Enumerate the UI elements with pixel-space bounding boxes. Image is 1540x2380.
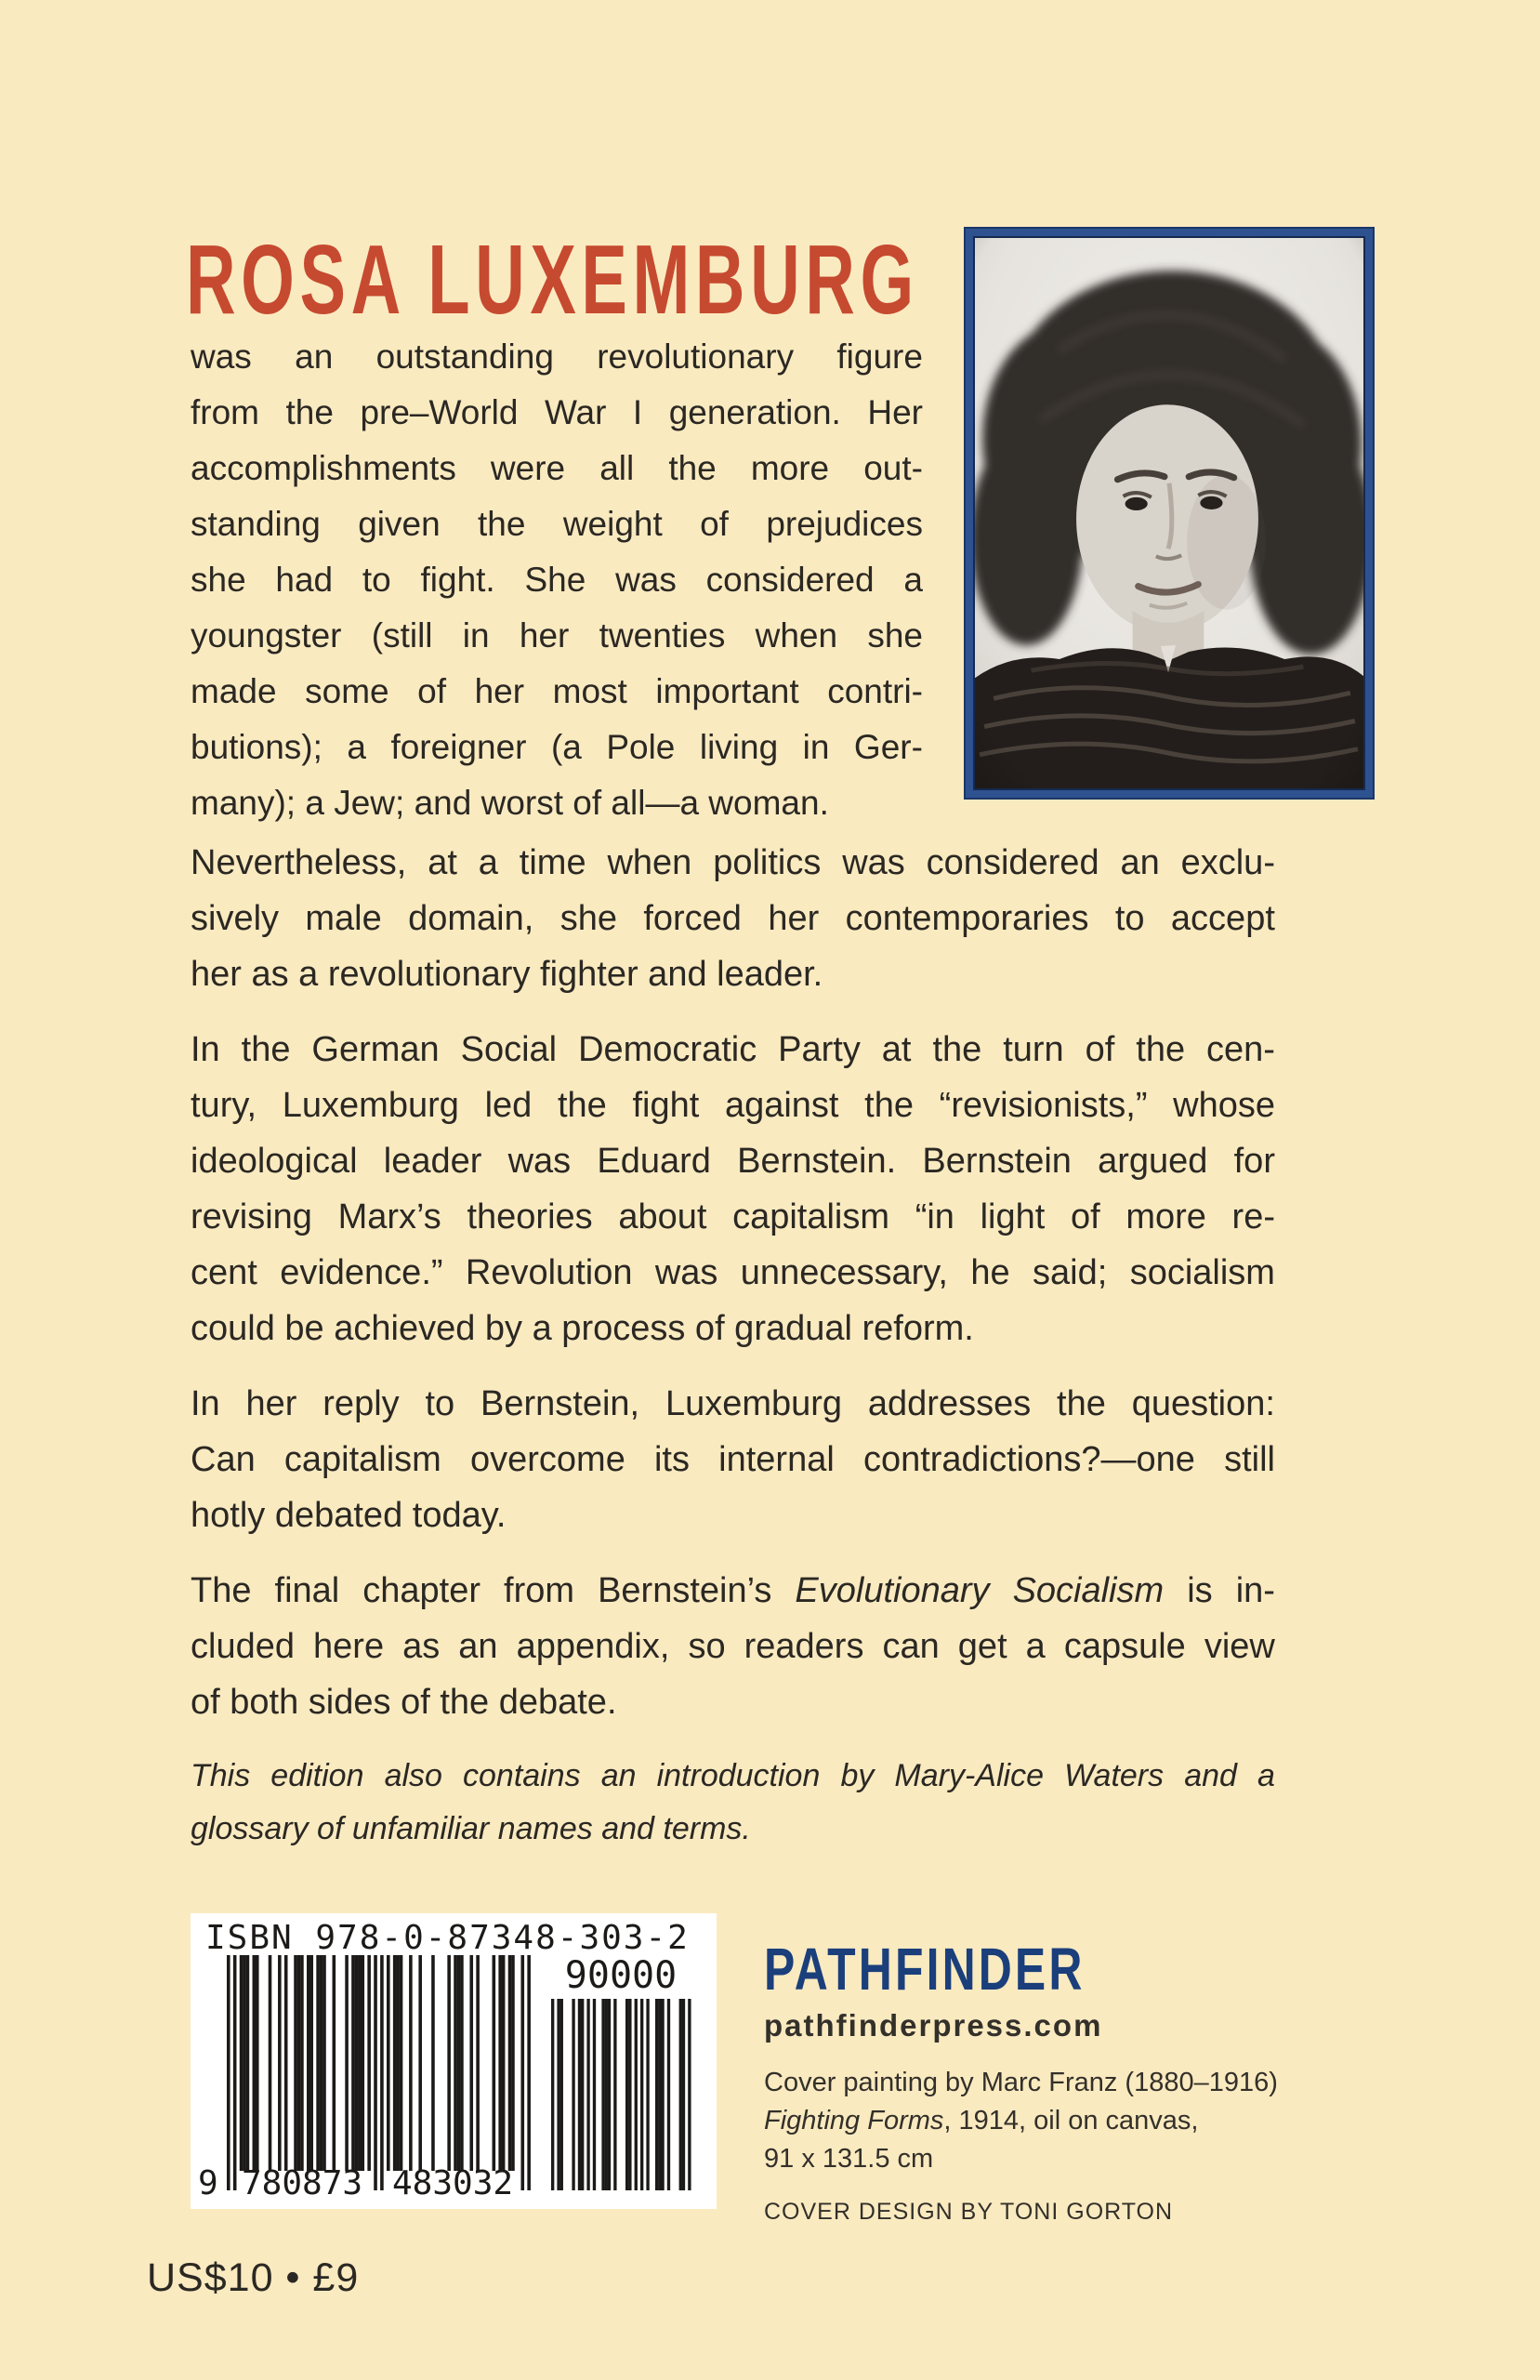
- barcode-panel: [191, 1913, 717, 2209]
- text-line: sively male domain, she forced her contemporaries to accept: [191, 899, 1275, 938]
- body-paragraph: [191, 1563, 1275, 1730]
- portrait-frame: [964, 227, 1375, 800]
- credit-line-painting: [764, 2102, 1278, 2140]
- text-line: accomplishments were all the more out-: [191, 449, 923, 487]
- text-line: In the German Social Democratic Party at the turn of the cen-: [191, 1030, 1275, 1069]
- photo-vignette: [975, 238, 1363, 788]
- publisher-logo-text: PATHFINDER: [764, 1936, 1086, 2003]
- text-line: many); a Jew; and worst of all—a woman.: [191, 784, 829, 822]
- text-line: was an outstanding revolutionary figure: [191, 337, 923, 376]
- barcode-digits-right: 483032: [392, 2164, 514, 2202]
- portrait-photo: [973, 236, 1365, 790]
- portrait-illustration: [975, 238, 1363, 788]
- text-line: This edition also contains an introduction by Mary-Alice Waters and a: [191, 1758, 1275, 1793]
- body-paragraph: [191, 835, 1275, 1002]
- text-line: of both sides of the debate.: [191, 1683, 617, 1722]
- text-line: she had to fight. She was considered a: [191, 561, 923, 599]
- text-line: cluded here as an appendix, so readers can get a capsule view: [191, 1627, 1275, 1666]
- isbn-label: ISBN 978-0-87348-303-2: [205, 1919, 690, 1957]
- text-line: standing given the weight of prejudices: [191, 505, 923, 543]
- intro-paragraph-container: [191, 329, 923, 851]
- credit-line-dimensions: 91 x 131.5 cm: [764, 2144, 934, 2174]
- barcode-digit-prefix: 9: [198, 2164, 218, 2202]
- text-line: Nevertheless, at a time when politics was considered an exclu-: [191, 843, 1275, 882]
- text-line: butions); a foreigner (a Pole living in Ger-: [191, 728, 923, 766]
- body-paragraph: [191, 1022, 1275, 1356]
- text-line: youngster (still in her twenties when she: [191, 616, 923, 654]
- publisher-logo: [764, 1936, 1176, 2003]
- text-line: The final chapter from Bernstein’s Evolutionary Socialism is in-: [191, 1571, 1275, 1610]
- text-line: tury, Luxemburg led the fight against the “revisionists,” whose: [191, 1086, 1275, 1125]
- text-line: Can capitalism overcome its internal contradictions?—one still: [191, 1440, 1275, 1479]
- body-paragraph: [191, 1376, 1275, 1543]
- cover-credits: [764, 2064, 1278, 2231]
- body-text-container: [191, 835, 1275, 1875]
- text-line: could be achieved by a process of gradual reform.: [191, 1309, 974, 1348]
- text-line: cent evidence.” Revolution was unnecessary, he said; socialism: [191, 1253, 1275, 1292]
- barcode-addon-label: 90000: [564, 1954, 678, 1997]
- body-paragraph: [191, 1750, 1275, 1856]
- text-line: from the pre–World War I generation. Her: [191, 393, 923, 431]
- text-line: glossary of unfamiliar names and terms.: [191, 1811, 751, 1846]
- text-line: made some of her most important contri-: [191, 672, 923, 710]
- text-line: revising Marx’s theories about capitalism “in light of more re-: [191, 1197, 1275, 1236]
- cover-design-credit: COVER DESIGN BY TONI GORTON: [764, 2199, 1174, 2225]
- price-text: US$10 • £9: [147, 2255, 360, 2300]
- painting-title: Fighting Forms: [764, 2106, 944, 2135]
- credit-line-painter: Cover painting by Marc Franz (1880–1916): [764, 2068, 1278, 2097]
- barcode-digits-left: 780873: [242, 2164, 363, 2202]
- book-title-text: ROSA LUXEMBURG: [186, 225, 919, 335]
- publisher-website: pathfinderpress.com: [764, 2008, 1103, 2043]
- text-line: In her reply to Bernstein, Luxemburg addresses the question:: [191, 1384, 1275, 1423]
- text-line: hotly debated today.: [191, 1496, 507, 1535]
- painting-details: , 1914, oil on canvas,: [943, 2106, 1199, 2135]
- body-paragraph: [191, 329, 923, 831]
- text-line: ideological leader was Eduard Bernstein. Bernstein argued for: [191, 1142, 1275, 1181]
- text-line: her as a revolutionary fighter and leader.: [191, 955, 823, 994]
